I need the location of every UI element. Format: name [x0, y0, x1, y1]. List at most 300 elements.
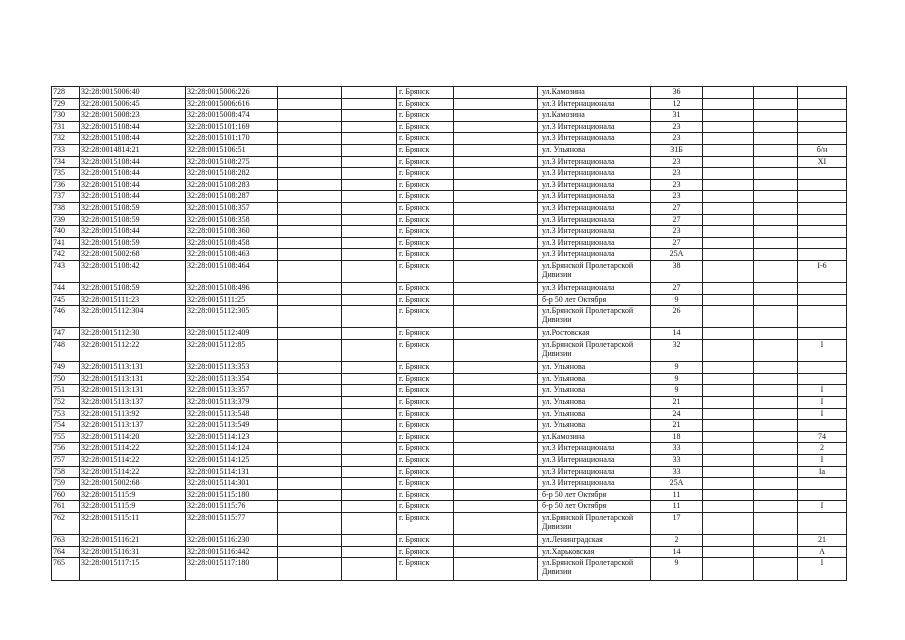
premises-cell	[798, 362, 847, 374]
city-cell: г. Брянск	[397, 133, 454, 145]
empty-cell	[754, 328, 798, 340]
empty-cell	[754, 168, 798, 180]
house-number-cell: 12	[651, 98, 703, 110]
empty-cell	[278, 397, 342, 409]
empty-cell	[754, 546, 798, 558]
table-row	[52, 156, 847, 168]
premises-cell	[798, 328, 847, 340]
premises-cell	[798, 110, 847, 122]
empty-cell	[278, 501, 342, 513]
empty-cell	[703, 558, 754, 580]
empty-cell	[703, 408, 754, 420]
empty-cell	[342, 249, 397, 261]
city-cell: г. Брянск	[397, 373, 454, 385]
street-cell: ул. Ульянова	[538, 144, 651, 156]
premises-cell	[798, 489, 847, 501]
street-cell: ул.3 Интернационала	[538, 156, 651, 168]
street-cell: ул.Ростовская	[538, 328, 651, 340]
cadastral-parcel-cell: 32:28:0015113:137	[80, 420, 186, 432]
city-cell: г. Брянск	[397, 478, 454, 490]
table-row	[52, 98, 847, 110]
empty-cell	[454, 362, 538, 374]
empty-cell	[454, 110, 538, 122]
empty-cell	[454, 512, 538, 534]
cadastral-object-cell: 32:28:0015101:170	[186, 133, 278, 145]
premises-cell: XI	[798, 156, 847, 168]
empty-cell	[342, 87, 397, 99]
premises-cell	[798, 133, 847, 145]
cadastral-object-cell: 32:28:0015113:549	[186, 420, 278, 432]
city-cell: г. Брянск	[397, 535, 454, 547]
row-number-cell: 731	[52, 121, 80, 133]
premises-cell: 21	[798, 535, 847, 547]
row-number-cell: 754	[52, 420, 80, 432]
street-cell: ул.Харьковская	[538, 546, 651, 558]
empty-cell	[342, 328, 397, 340]
empty-cell	[454, 260, 538, 282]
house-number-cell: 14	[651, 328, 703, 340]
cadastral-object-cell: 32:28:0015108:360	[186, 226, 278, 238]
row-number-cell: 733	[52, 144, 80, 156]
cadastral-parcel-cell: 32:28:0015113:131	[80, 385, 186, 397]
row-number-cell: 735	[52, 168, 80, 180]
street-cell: ул.Камозина	[538, 110, 651, 122]
house-number-cell: 24	[651, 408, 703, 420]
city-cell: г. Брянск	[397, 512, 454, 534]
empty-cell	[703, 237, 754, 249]
premises-cell	[798, 249, 847, 261]
premises-cell: А	[798, 546, 847, 558]
empty-cell	[703, 98, 754, 110]
premises-cell: Iа	[798, 466, 847, 478]
city-cell: г. Брянск	[397, 237, 454, 249]
empty-cell	[454, 237, 538, 249]
table-row	[52, 362, 847, 374]
row-number-cell: 730	[52, 110, 80, 122]
empty-cell	[754, 362, 798, 374]
house-number-cell: 27	[651, 202, 703, 214]
cadastral-parcel-cell: 32:28:0015006:40	[80, 87, 186, 99]
street-cell: ул.Брянской Пролетарской Дивизии	[538, 306, 651, 328]
empty-cell	[754, 133, 798, 145]
house-number-cell: 23	[651, 226, 703, 238]
premises-cell: I	[798, 385, 847, 397]
empty-cell	[454, 98, 538, 110]
cadastral-object-cell: 32:28:0015113:548	[186, 408, 278, 420]
empty-cell	[278, 202, 342, 214]
premises-cell: I-6	[798, 260, 847, 282]
empty-cell	[278, 443, 342, 455]
city-cell: г. Брянск	[397, 179, 454, 191]
cadastral-object-cell: 32:28:0015114:125	[186, 455, 278, 467]
empty-cell	[703, 397, 754, 409]
empty-cell	[342, 535, 397, 547]
cadastral-parcel-cell: 32:28:0015116:21	[80, 535, 186, 547]
table-row	[52, 283, 847, 295]
city-cell: г. Брянск	[397, 455, 454, 467]
cadastral-object-cell: 32:28:0015101:169	[186, 121, 278, 133]
empty-cell	[703, 340, 754, 362]
empty-cell	[278, 512, 342, 534]
empty-cell	[278, 385, 342, 397]
table-row	[52, 420, 847, 432]
empty-cell	[703, 501, 754, 513]
table-row	[52, 214, 847, 226]
cadastral-object-cell: 32:28:0015108:358	[186, 214, 278, 226]
house-number-cell: 11	[651, 501, 703, 513]
street-cell: ул.3 Интернационала	[538, 466, 651, 478]
row-number-cell: 752	[52, 397, 80, 409]
empty-cell	[278, 294, 342, 306]
house-number-cell: 33	[651, 455, 703, 467]
city-cell: г. Брянск	[397, 420, 454, 432]
table-row	[52, 501, 847, 513]
empty-cell	[703, 512, 754, 534]
city-cell: г. Брянск	[397, 397, 454, 409]
house-number-cell: 21	[651, 420, 703, 432]
empty-cell	[278, 260, 342, 282]
cadastral-object-cell: 32:28:0015108:458	[186, 237, 278, 249]
premises-cell	[798, 420, 847, 432]
cadastral-parcel-cell: 32:28:0015113:131	[80, 373, 186, 385]
house-number-cell: 32	[651, 340, 703, 362]
empty-cell	[278, 478, 342, 490]
empty-cell	[454, 546, 538, 558]
row-number-cell: 755	[52, 431, 80, 443]
cadastral-parcel-cell: 32:28:0015114:20	[80, 431, 186, 443]
empty-cell	[278, 489, 342, 501]
cadastral-parcel-cell: 32:28:0015108:59	[80, 214, 186, 226]
street-cell: ул.3 Интернационала	[538, 191, 651, 203]
empty-cell	[754, 443, 798, 455]
table-row	[52, 306, 847, 328]
cadastral-parcel-cell: 32:28:0015113:92	[80, 408, 186, 420]
row-number-cell: 750	[52, 373, 80, 385]
empty-cell	[454, 478, 538, 490]
cadastral-parcel-cell: 32:28:0015108:42	[80, 260, 186, 282]
street-cell: ул.3 Интернационала	[538, 98, 651, 110]
cadastral-parcel-cell: 32:28:0015115:11	[80, 512, 186, 534]
empty-cell	[703, 385, 754, 397]
premises-cell: I	[798, 501, 847, 513]
table-row	[52, 144, 847, 156]
empty-cell	[342, 306, 397, 328]
empty-cell	[342, 512, 397, 534]
cadastral-parcel-cell: 32:28:0015115:9	[80, 501, 186, 513]
house-number-cell: 31	[651, 110, 703, 122]
empty-cell	[703, 156, 754, 168]
table-row	[52, 489, 847, 501]
empty-cell	[342, 110, 397, 122]
street-cell: ул.3 Интернационала	[538, 237, 651, 249]
table-row	[52, 237, 847, 249]
empty-cell	[342, 362, 397, 374]
table-row	[52, 373, 847, 385]
empty-cell	[754, 408, 798, 420]
empty-cell	[454, 202, 538, 214]
cadastral-object-cell: 32:28:0015114:124	[186, 443, 278, 455]
street-cell: ул.3 Интернационала	[538, 179, 651, 191]
cadastral-parcel-cell: 32:28:0015108:44	[80, 226, 186, 238]
city-cell: г. Брянск	[397, 260, 454, 282]
cadastral-parcel-cell: 32:28:0015108:44	[80, 121, 186, 133]
cadastral-parcel-cell: 32:28:0015115:9	[80, 489, 186, 501]
empty-cell	[278, 455, 342, 467]
premises-cell: 74	[798, 431, 847, 443]
row-number-cell: 728	[52, 87, 80, 99]
cadastral-object-cell: 32:28:0015108:464	[186, 260, 278, 282]
street-cell: ул.3 Интернационала	[538, 121, 651, 133]
empty-cell	[703, 144, 754, 156]
house-number-cell: 2	[651, 535, 703, 547]
cadastral-object-cell: 32:28:0015111:25	[186, 294, 278, 306]
empty-cell	[703, 249, 754, 261]
house-number-cell: 23	[651, 156, 703, 168]
table-row	[52, 558, 847, 580]
house-number-cell: 9	[651, 294, 703, 306]
cadastral-object-cell: 32:28:0015108:287	[186, 191, 278, 203]
empty-cell	[278, 191, 342, 203]
cadastral-object-cell: 32:28:0015116:230	[186, 535, 278, 547]
empty-cell	[703, 373, 754, 385]
cadastral-parcel-cell: 32:28:0015108:44	[80, 191, 186, 203]
empty-cell	[703, 87, 754, 99]
house-number-cell: 25А	[651, 478, 703, 490]
cadastral-parcel-cell: 32:28:0015117:15	[80, 558, 186, 580]
empty-cell	[703, 226, 754, 238]
empty-cell	[342, 455, 397, 467]
cadastral-object-cell: 32:28:0015108:283	[186, 179, 278, 191]
street-cell: ул.3 Интернационала	[538, 443, 651, 455]
row-number-cell: 743	[52, 260, 80, 282]
empty-cell	[703, 546, 754, 558]
empty-cell	[703, 466, 754, 478]
empty-cell	[754, 489, 798, 501]
table-row	[52, 340, 847, 362]
empty-cell	[454, 156, 538, 168]
house-number-cell: 27	[651, 237, 703, 249]
empty-cell	[342, 260, 397, 282]
cadastral-parcel-cell: 32:28:0015113:131	[80, 362, 186, 374]
city-cell: г. Брянск	[397, 306, 454, 328]
empty-cell	[278, 283, 342, 295]
table-row	[52, 385, 847, 397]
empty-cell	[342, 397, 397, 409]
empty-cell	[342, 191, 397, 203]
city-cell: г. Брянск	[397, 249, 454, 261]
empty-cell	[454, 501, 538, 513]
row-number-cell: 756	[52, 443, 80, 455]
empty-cell	[342, 168, 397, 180]
empty-cell	[342, 546, 397, 558]
street-cell: ул.3 Интернационала	[538, 478, 651, 490]
street-cell: б-р 50 лет Октября	[538, 501, 651, 513]
empty-cell	[342, 237, 397, 249]
city-cell: г. Брянск	[397, 443, 454, 455]
street-cell: ул.Брянской Пролетарской Дивизии	[538, 260, 651, 282]
premises-cell	[798, 191, 847, 203]
cadastral-parcel-cell: 32:28:0015108:59	[80, 202, 186, 214]
empty-cell	[454, 455, 538, 467]
cadastral-object-cell: 32:28:0015115:77	[186, 512, 278, 534]
empty-cell	[342, 156, 397, 168]
empty-cell	[454, 133, 538, 145]
empty-cell	[754, 144, 798, 156]
table-row	[52, 443, 847, 455]
empty-cell	[754, 306, 798, 328]
empty-cell	[342, 501, 397, 513]
cadastral-object-cell: 32:28:0015114:131	[186, 466, 278, 478]
city-cell: г. Брянск	[397, 191, 454, 203]
empty-cell	[754, 397, 798, 409]
empty-cell	[703, 260, 754, 282]
city-cell: г. Брянск	[397, 168, 454, 180]
empty-cell	[703, 420, 754, 432]
empty-cell	[342, 478, 397, 490]
empty-cell	[703, 191, 754, 203]
empty-cell	[342, 98, 397, 110]
house-number-cell: 23	[651, 121, 703, 133]
cadastral-object-cell: 32:28:0015108:282	[186, 168, 278, 180]
empty-cell	[754, 260, 798, 282]
street-cell: ул.Брянской Пролетарской Дивизии	[538, 340, 651, 362]
empty-cell	[454, 328, 538, 340]
empty-cell	[342, 294, 397, 306]
empty-cell	[278, 179, 342, 191]
row-number-cell: 737	[52, 191, 80, 203]
city-cell: г. Брянск	[397, 385, 454, 397]
empty-cell	[703, 168, 754, 180]
register-rows	[52, 87, 847, 581]
street-cell: ул.Брянской Пролетарской Дивизии	[538, 558, 651, 580]
empty-cell	[703, 455, 754, 467]
empty-cell	[754, 340, 798, 362]
cadastral-object-cell: 32:28:0015112:85	[186, 340, 278, 362]
empty-cell	[454, 191, 538, 203]
premises-cell	[798, 98, 847, 110]
table-row	[52, 466, 847, 478]
row-number-cell: 732	[52, 133, 80, 145]
row-number-cell: 745	[52, 294, 80, 306]
empty-cell	[454, 397, 538, 409]
premises-cell: I	[798, 455, 847, 467]
cadastral-parcel-cell: 32:28:0015108:44	[80, 179, 186, 191]
row-number-cell: 739	[52, 214, 80, 226]
empty-cell	[278, 249, 342, 261]
table-row	[52, 249, 847, 261]
empty-cell	[454, 168, 538, 180]
empty-cell	[342, 373, 397, 385]
empty-cell	[454, 373, 538, 385]
premises-cell	[798, 226, 847, 238]
cadastral-parcel-cell: 32:28:0015114:22	[80, 455, 186, 467]
empty-cell	[754, 249, 798, 261]
row-number-cell: 758	[52, 466, 80, 478]
premises-cell: I	[798, 397, 847, 409]
empty-cell	[278, 133, 342, 145]
empty-cell	[754, 98, 798, 110]
empty-cell	[278, 226, 342, 238]
row-number-cell: 744	[52, 283, 80, 295]
row-number-cell: 738	[52, 202, 80, 214]
empty-cell	[278, 558, 342, 580]
house-number-cell: 23	[651, 191, 703, 203]
table-row	[52, 133, 847, 145]
house-number-cell: 21	[651, 397, 703, 409]
empty-cell	[454, 306, 538, 328]
empty-cell	[342, 283, 397, 295]
empty-cell	[454, 87, 538, 99]
row-number-cell: 751	[52, 385, 80, 397]
cadastral-object-cell: 32:28:0015112:409	[186, 328, 278, 340]
premises-cell	[798, 306, 847, 328]
city-cell: г. Брянск	[397, 214, 454, 226]
empty-cell	[278, 144, 342, 156]
empty-cell	[754, 535, 798, 547]
row-number-cell: 742	[52, 249, 80, 261]
empty-cell	[278, 87, 342, 99]
city-cell: г. Брянск	[397, 362, 454, 374]
city-cell: г. Брянск	[397, 202, 454, 214]
empty-cell	[454, 558, 538, 580]
cadastral-object-cell: 32:28:0015115:76	[186, 501, 278, 513]
premises-cell	[798, 373, 847, 385]
premises-cell	[798, 478, 847, 490]
table-row	[52, 455, 847, 467]
empty-cell	[278, 306, 342, 328]
house-number-cell: 23	[651, 168, 703, 180]
empty-cell	[454, 283, 538, 295]
table-row	[52, 328, 847, 340]
city-cell: г. Брянск	[397, 489, 454, 501]
empty-cell	[754, 501, 798, 513]
cadastral-parcel-cell: 32:28:0015116:31	[80, 546, 186, 558]
empty-cell	[454, 340, 538, 362]
row-number-cell: 763	[52, 535, 80, 547]
premises-cell	[798, 121, 847, 133]
premises-cell	[798, 87, 847, 99]
city-cell: г. Брянск	[397, 340, 454, 362]
cadastral-object-cell: 32:28:0015108:357	[186, 202, 278, 214]
premises-cell	[798, 237, 847, 249]
city-cell: г. Брянск	[397, 87, 454, 99]
house-number-cell: 33	[651, 443, 703, 455]
house-number-cell: 14	[651, 546, 703, 558]
premises-cell	[798, 294, 847, 306]
empty-cell	[454, 420, 538, 432]
house-number-cell: 27	[651, 214, 703, 226]
row-number-cell: 749	[52, 362, 80, 374]
cadastral-parcel-cell: 32:28:0015108:44	[80, 133, 186, 145]
street-cell: ул. Ульянова	[538, 385, 651, 397]
empty-cell	[703, 110, 754, 122]
city-cell: г. Брянск	[397, 328, 454, 340]
empty-cell	[754, 466, 798, 478]
table-row	[52, 397, 847, 409]
empty-cell	[754, 156, 798, 168]
empty-cell	[754, 294, 798, 306]
house-number-cell: 18	[651, 431, 703, 443]
city-cell: г. Брянск	[397, 156, 454, 168]
empty-cell	[342, 489, 397, 501]
empty-cell	[754, 373, 798, 385]
street-cell: ул.Ленинградская	[538, 535, 651, 547]
house-number-cell: 23	[651, 133, 703, 145]
cadastral-parcel-cell: 32:28:0015111:23	[80, 294, 186, 306]
empty-cell	[454, 431, 538, 443]
city-cell: г. Брянск	[397, 466, 454, 478]
cadastral-object-cell: 32:28:0015113:357	[186, 385, 278, 397]
